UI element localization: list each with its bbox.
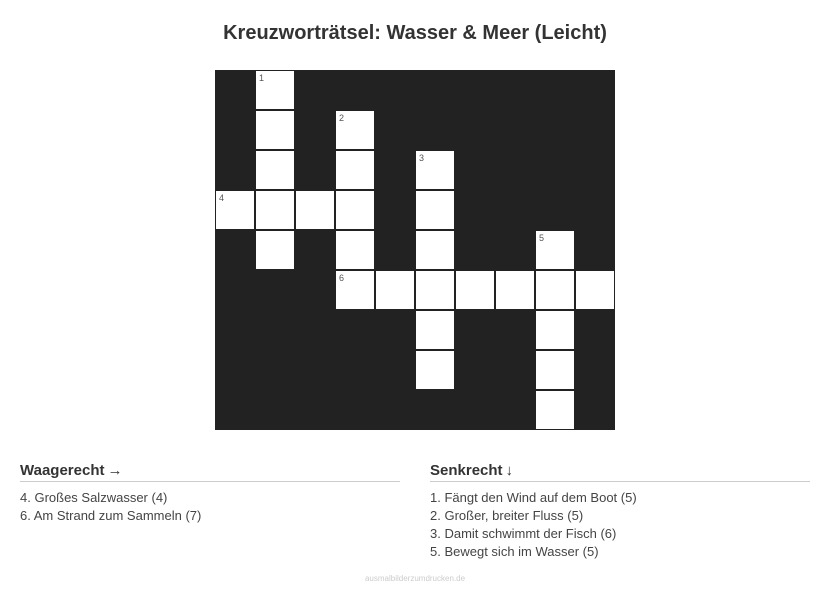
down-clue-1: 1. Fängt den Wind auf dem Boot (5) [430,490,637,505]
down-clue-3: 3. Damit schwimmt der Fisch (6) [430,526,617,541]
puzzle-title: Kreuzworträtsel: Wasser & Meer (Leicht) [223,22,607,44]
grid-cell-r5-c3[interactable] [335,270,375,310]
grid-cell-r6-c8[interactable] [535,310,575,350]
down-clue-list [430,489,810,561]
clue-number: 4 [219,193,225,203]
grid-cell-r1-c1[interactable] [255,110,295,150]
grid-cell-r3-c2[interactable] [295,190,335,230]
down-arrow-icon: ↓ [505,462,514,479]
grid-cell-r7-c8[interactable] [535,350,575,390]
across-heading [20,461,400,482]
grid-cell-r4-c5[interactable] [415,230,455,270]
grid-cell-r4-c1[interactable] [255,230,295,270]
across-clue-6: 6. Am Strand zum Sammeln (7) [20,508,202,523]
down-clue-5: 5. Bewegt sich im Wasser (5) [430,544,599,559]
grid-cell-r0-c1[interactable] [255,70,295,110]
down-heading-label: Senkrecht [430,462,503,479]
footer-credit: ausmalbilderzumdrucken.de [364,574,466,583]
grid-cell-r5-c5[interactable] [415,270,455,310]
grid-cell-r3-c5[interactable] [415,190,455,230]
clue-number: 2 [339,113,345,123]
grid-cell-r2-c1[interactable] [255,150,295,190]
grid-cell-r5-c7[interactable] [495,270,535,310]
across-clues-section [20,461,400,525]
down-clue-2: 2. Großer, breiter Fluss (5) [430,508,584,523]
across-clue-4: 4. Großes Salzwasser (4) [20,490,168,505]
grid-cell-r6-c5[interactable] [415,310,455,350]
clue-number: 6 [339,273,345,283]
grid-cell-r3-c1[interactable] [255,190,295,230]
down-heading [430,461,810,482]
grid-cell-r4-c8[interactable] [535,230,575,270]
grid-cell-r3-c3[interactable] [335,190,375,230]
grid-cell-r2-c3[interactable] [335,150,375,190]
across-clue-list [20,489,400,525]
grid-cell-r5-c8[interactable] [535,270,575,310]
grid-cell-r5-c4[interactable] [375,270,415,310]
grid-cell-r1-c3[interactable] [335,110,375,150]
grid-cell-r4-c3[interactable] [335,230,375,270]
crossword-grid [215,70,615,430]
clue-number: 3 [419,153,425,163]
clue-number: 5 [539,233,545,243]
grid-cell-r3-c0[interactable] [215,190,255,230]
clue-number: 1 [259,73,265,83]
across-heading-label: Waagerecht [20,462,105,479]
right-arrow-icon: → [107,462,123,479]
grid-cell-r7-c5[interactable] [415,350,455,390]
grid-cell-r5-c6[interactable] [455,270,495,310]
grid-cell-r8-c8[interactable] [535,390,575,430]
down-clues-section [430,461,810,561]
grid-cell-r2-c5[interactable] [415,150,455,190]
grid-cell-r5-c9[interactable] [575,270,615,310]
